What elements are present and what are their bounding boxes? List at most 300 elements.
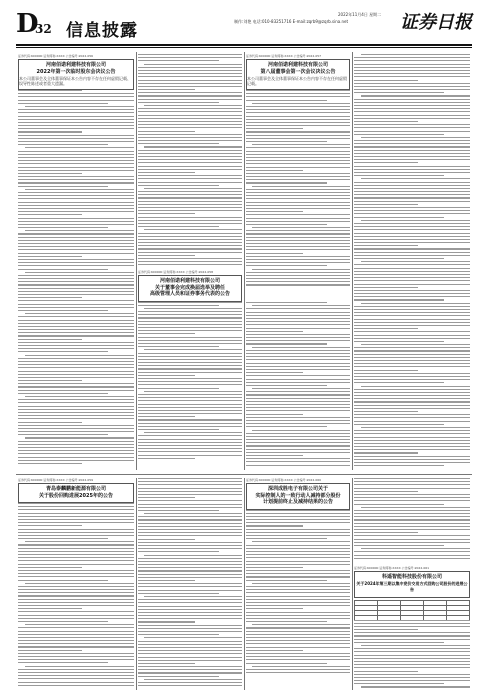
text-line (18, 557, 134, 558)
text-line (354, 172, 470, 173)
text-line (18, 135, 134, 136)
text-line (18, 675, 134, 676)
text-line (354, 185, 470, 186)
text-line (138, 324, 242, 325)
text-line (18, 294, 134, 295)
text-line (354, 57, 470, 58)
text-line (138, 419, 242, 420)
text-line (18, 364, 134, 365)
text-line (138, 86, 242, 87)
text-line (246, 407, 350, 408)
text-line (354, 236, 470, 237)
text-line (246, 173, 350, 174)
text-line (354, 156, 470, 157)
article-title-line: 河南佰诺利建科技有限公司 (159, 278, 220, 284)
text-line (138, 264, 242, 265)
text-line (246, 211, 303, 212)
text-line (138, 551, 219, 552)
text-line (354, 306, 470, 307)
text-line (246, 417, 350, 418)
text-line (138, 143, 219, 144)
text-line (18, 348, 134, 349)
text-line (252, 186, 350, 187)
text-line (138, 451, 242, 452)
text-line (18, 208, 134, 209)
text-line (18, 262, 134, 263)
text-line (18, 650, 82, 651)
text-line (18, 529, 134, 530)
text-line (354, 661, 470, 662)
text-line (138, 220, 242, 221)
text-line (144, 391, 242, 392)
text-line (354, 456, 470, 457)
text-line (252, 103, 350, 104)
text-line (18, 406, 134, 407)
text-line (138, 311, 242, 312)
article-body (354, 54, 470, 466)
text-line (354, 366, 470, 367)
text-line (18, 122, 134, 123)
text-line (246, 356, 350, 357)
text-line (354, 226, 470, 227)
text-line (138, 204, 242, 205)
text-line (138, 166, 242, 167)
text-line (354, 523, 470, 524)
text-line (354, 140, 470, 141)
text-line (246, 519, 350, 520)
text-line (246, 318, 350, 319)
text-line (138, 185, 219, 186)
text-line (246, 410, 350, 411)
text-line (18, 640, 134, 641)
text-line (246, 343, 327, 344)
article-body (246, 90, 350, 286)
text-line (18, 544, 134, 545)
text-line (138, 426, 242, 427)
text-line (138, 118, 242, 119)
stock-code-line: 证券代码:600000 证券简称:XXXX 公告编号:2022-058 (138, 270, 214, 274)
text-line (138, 131, 195, 132)
text-line (354, 389, 470, 390)
text-line (361, 95, 470, 96)
text-line (138, 233, 242, 234)
text-line (246, 312, 350, 313)
text-line (138, 481, 242, 482)
text-line (246, 538, 327, 539)
text-line (18, 154, 134, 155)
text-line (246, 176, 350, 177)
text-line (246, 404, 350, 405)
text-line (354, 341, 444, 342)
article-title (247, 62, 349, 75)
column-divider (352, 478, 353, 690)
text-line (354, 312, 470, 313)
text-line (354, 642, 444, 643)
text-line (18, 386, 134, 387)
text-line (246, 659, 350, 660)
text-line (246, 567, 303, 568)
text-line (18, 186, 108, 187)
text-line (354, 245, 418, 246)
text-line (138, 242, 242, 243)
text-line (246, 315, 350, 316)
text-line (18, 151, 134, 152)
issue-date: 2022年11月4日 星期二 (338, 12, 382, 17)
text-line (354, 648, 470, 649)
text-line (18, 656, 134, 657)
text-line (246, 458, 350, 459)
text-line (18, 567, 82, 568)
stock-code-line: 证券代码:600000 证券简称:XXXX 公告编号:2022-061 (354, 566, 430, 570)
editor-contact: 制作:刘艳 电话:010-83251716 E-mail:zqrb9@zqrb.sina.net (234, 19, 349, 24)
text-line (354, 535, 470, 536)
text-line (246, 554, 350, 555)
text-line (246, 548, 350, 549)
text-line (18, 218, 134, 219)
text-line (361, 261, 470, 262)
text-line (246, 516, 350, 517)
text-line (18, 662, 108, 663)
text-line (138, 226, 219, 227)
text-line (354, 481, 470, 482)
text-line (246, 589, 350, 590)
article-title (19, 486, 133, 499)
text-line (18, 548, 134, 549)
text-line (18, 453, 134, 454)
text-line (354, 102, 470, 103)
text-line (246, 580, 327, 581)
text-line (361, 645, 470, 646)
text-line (138, 580, 195, 581)
text-line (246, 643, 350, 644)
text-line (18, 163, 134, 164)
text-line (138, 404, 242, 405)
text-line (138, 516, 242, 517)
text-line (354, 513, 470, 514)
text-line (354, 347, 470, 348)
text-line (246, 621, 327, 622)
text-line (18, 144, 108, 145)
text-line (354, 392, 470, 393)
article-title-box (18, 59, 134, 90)
text-line (354, 229, 470, 230)
text-line (246, 369, 350, 370)
text-line (246, 334, 350, 335)
text-line (246, 135, 350, 136)
text-line (144, 188, 242, 189)
text-line (354, 274, 470, 275)
text-line (18, 249, 134, 250)
text-line (18, 128, 134, 129)
column-divider (136, 52, 137, 470)
text-line (354, 191, 470, 192)
text-line (138, 121, 242, 122)
text-line (246, 455, 303, 456)
text-line (354, 683, 444, 684)
text-line (138, 618, 242, 619)
text-line (18, 685, 134, 686)
text-line (246, 647, 350, 648)
text-line (246, 109, 350, 110)
text-line (18, 351, 108, 352)
text-line (18, 580, 108, 581)
text-line (361, 686, 470, 687)
text-line (138, 102, 219, 103)
text-line (246, 379, 350, 380)
text-line (138, 337, 242, 338)
text-line (354, 462, 470, 463)
text-line (18, 611, 134, 612)
text-line (18, 621, 108, 622)
text-line (138, 127, 242, 128)
article-shareholder-meeting (18, 54, 134, 468)
text-line (246, 100, 327, 101)
article-continuation (354, 54, 470, 468)
text-line (354, 417, 470, 418)
text-line (18, 310, 108, 311)
text-line (354, 118, 470, 119)
text-line (246, 230, 350, 231)
text-line (18, 214, 82, 215)
text-line (138, 545, 242, 546)
text-line (18, 570, 134, 571)
text-line (138, 612, 242, 613)
text-line (246, 426, 327, 427)
text-line (246, 353, 350, 354)
text-line (246, 634, 350, 635)
text-line (354, 651, 470, 652)
text-line (18, 323, 134, 324)
text-line (246, 167, 350, 168)
brand-logo: 证券日报 (400, 12, 472, 33)
text-line (252, 666, 350, 667)
text-line (246, 363, 350, 364)
text-line (246, 125, 350, 126)
stock-code-line: 证券代码:600000 证券简称:XXXX 公告编号:2022-060 (246, 478, 322, 482)
text-line (354, 296, 470, 297)
text-line (138, 644, 242, 645)
text-line (246, 192, 350, 193)
text-line (18, 631, 134, 632)
text-line (246, 596, 350, 597)
text-line (18, 182, 134, 183)
text-line (18, 506, 134, 507)
text-line (354, 437, 470, 438)
text-line (138, 663, 195, 664)
text-line (18, 269, 108, 270)
text-line (354, 526, 470, 527)
text-line (354, 99, 470, 100)
article-body (138, 54, 242, 265)
text-line (138, 175, 242, 176)
text-line (18, 522, 134, 523)
text-line (246, 602, 350, 603)
article-title-line: 关于董事会完成换届选举及聘任 (154, 284, 225, 291)
text-line (246, 551, 350, 552)
text-line (354, 204, 418, 205)
text-line (138, 407, 242, 408)
text-line (18, 361, 134, 362)
text-line (18, 131, 82, 132)
text-line (25, 583, 134, 584)
text-line (354, 680, 470, 681)
text-line (18, 90, 82, 91)
text-line (138, 207, 242, 208)
text-line (18, 116, 134, 117)
text-line (138, 653, 242, 654)
text-line (18, 447, 134, 448)
text-line (138, 54, 242, 55)
text-line (246, 302, 327, 303)
text-line (138, 628, 242, 629)
text-line (354, 452, 418, 453)
text-line (18, 646, 134, 647)
article-title-line: 河南佰诺利建科技有限公司 (45, 62, 106, 68)
text-line (138, 570, 242, 571)
text-line (18, 167, 134, 168)
text-line (138, 564, 242, 565)
text-line (18, 653, 134, 654)
text-line (246, 653, 350, 654)
text-line (18, 278, 134, 279)
text-line (354, 325, 470, 326)
text-line (354, 131, 470, 132)
text-line (138, 368, 242, 369)
text-line (18, 93, 134, 94)
text-line (138, 650, 242, 651)
text-line (354, 430, 470, 431)
text-line (138, 448, 242, 449)
text-line (354, 201, 470, 202)
text-line (138, 615, 242, 616)
text-line (18, 402, 134, 403)
text-line (138, 494, 242, 495)
text-line (246, 592, 350, 593)
text-line (25, 396, 134, 397)
text-line (246, 439, 350, 440)
text-line (18, 227, 108, 228)
text-line (138, 356, 242, 357)
text-line (246, 612, 350, 613)
text-line (138, 669, 242, 670)
text-line (354, 233, 470, 234)
text-line (18, 371, 134, 372)
text-line (18, 519, 134, 520)
text-line (18, 240, 134, 241)
text-line (25, 272, 134, 273)
text-line (138, 255, 195, 256)
text-line (246, 170, 303, 171)
text-line (246, 465, 350, 466)
text-line (144, 105, 242, 106)
text-line (354, 674, 470, 675)
text-line (18, 103, 108, 104)
text-line (246, 163, 350, 164)
text-line (18, 195, 134, 196)
text-line (246, 640, 350, 641)
text-line (18, 608, 82, 609)
text-line (18, 109, 134, 110)
text-line (25, 230, 134, 231)
text-line (354, 150, 470, 151)
article-continuation (354, 478, 470, 562)
text-line (138, 73, 242, 74)
text-line (246, 561, 350, 562)
article-title-box (138, 275, 242, 302)
text-line (354, 277, 470, 278)
text-line (138, 497, 195, 498)
text-line (144, 64, 242, 65)
text-line (138, 115, 242, 116)
text-line (354, 443, 470, 444)
text-line (18, 288, 134, 289)
article-title (139, 278, 241, 298)
text-line (354, 516, 470, 517)
text-line (138, 672, 242, 673)
text-line (18, 560, 134, 561)
text-line (18, 682, 134, 683)
article-title-line: 深圳成胜电子有限公司关于 (267, 486, 328, 492)
text-line (138, 375, 195, 376)
text-line (354, 542, 470, 543)
text-line (354, 491, 418, 492)
text-line (246, 237, 350, 238)
text-line (18, 525, 82, 526)
text-line (18, 300, 134, 301)
article-body (246, 302, 350, 466)
text-line (138, 314, 242, 315)
text-line (252, 624, 350, 625)
text-line (354, 213, 470, 214)
text-line (18, 367, 134, 368)
text-line (18, 205, 134, 206)
text-line (138, 455, 242, 456)
text-line (354, 433, 470, 434)
text-line (138, 89, 195, 90)
text-line (246, 272, 350, 273)
text-line (144, 513, 242, 514)
text-line (25, 189, 134, 190)
text-line (138, 577, 242, 578)
text-line (246, 256, 350, 257)
text-line (354, 655, 470, 656)
text-line (246, 442, 350, 443)
article-title-line: 关于2024年第三期以集中竞价交易方式回购公司股份的进展公告 (356, 580, 468, 592)
text-line (246, 545, 350, 546)
text-line (18, 576, 134, 577)
text-line (246, 637, 350, 638)
text-line (138, 574, 242, 575)
text-line (18, 211, 134, 212)
text-line (246, 141, 327, 142)
text-line (354, 363, 470, 364)
text-line (246, 259, 350, 260)
text-line (138, 67, 242, 68)
article-title-line: 河南佰诺利建科技有限公司 (267, 62, 328, 68)
text-line (354, 658, 470, 659)
text-line (354, 494, 470, 495)
column-divider (136, 478, 137, 690)
text-line (138, 172, 195, 173)
text-line (354, 290, 470, 291)
text-line (246, 308, 350, 309)
text-line (138, 676, 219, 677)
text-line (138, 321, 242, 322)
text-line (18, 431, 134, 432)
text-line (246, 195, 350, 196)
text-line (138, 60, 219, 61)
article-notice: 本公司董事会及全体董事保证本公告内容不存在任何虚假记载、误导性陈述或者重大遗漏。 (19, 76, 131, 86)
